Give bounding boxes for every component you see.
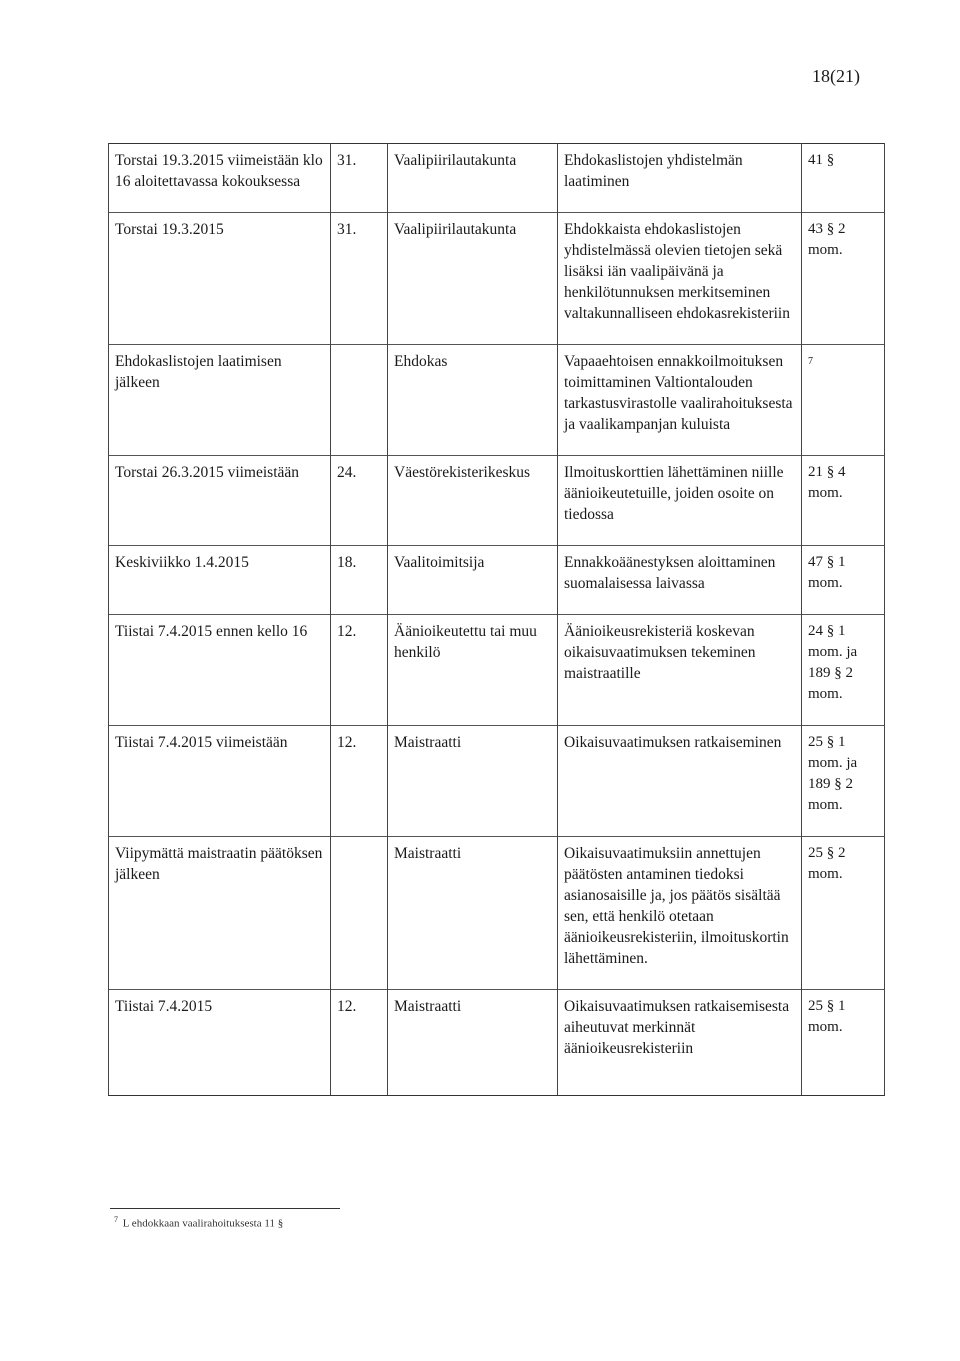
days-before-cell: 12. bbox=[331, 615, 388, 726]
responsible-cell: Vaalipiirilautakunta bbox=[388, 213, 558, 345]
table-row bbox=[109, 726, 885, 837]
footnote-divider bbox=[110, 1208, 340, 1209]
deadline-cell: Tiistai 7.4.2015 ennen kello 16 bbox=[109, 615, 331, 726]
table-row bbox=[109, 990, 885, 1096]
deadline-cell: Torstai 26.3.2015 viimeistään bbox=[109, 456, 331, 546]
deadline-cell: Viipymättä maistraatin päätöksen jälkeen bbox=[109, 837, 331, 990]
deadline-cell: Keskiviikko 1.4.2015 bbox=[109, 546, 331, 615]
law-reference-cell: 21 § 4 mom. bbox=[802, 456, 885, 546]
responsible-cell: Ehdokas bbox=[388, 345, 558, 456]
responsible-cell: Äänioikeutettu tai muu henkilö bbox=[388, 615, 558, 726]
responsible-cell: Maistraatti bbox=[388, 990, 558, 1096]
task-cell: Ehdokaslistojen yhdistelmän laatiminen bbox=[558, 144, 802, 213]
task-cell: Vapaaehtoisen ennakkoilmoituksen toimittaminen Valtiontalouden tarkastusvirastolle vaalirahoituksesta ja vaalikampanjan kuluista bbox=[558, 345, 802, 456]
table-row bbox=[109, 546, 885, 615]
footnote bbox=[114, 1215, 283, 1230]
deadline-cell: Torstai 19.3.2015 bbox=[109, 213, 331, 345]
days-before-cell bbox=[331, 837, 388, 990]
table-row bbox=[109, 615, 885, 726]
law-reference-cell: 24 § 1 mom. ja 189 § 2 mom. bbox=[802, 615, 885, 726]
task-cell: Ilmoituskorttien lähettäminen niille äänioikeutetuille, joiden osoite on tiedossa bbox=[558, 456, 802, 546]
days-before-cell: 31. bbox=[331, 213, 388, 345]
table-row bbox=[109, 345, 885, 456]
deadline-cell: Torstai 19.3.2015 viimeistään klo 16 aloitettavassa kokouksessa bbox=[109, 144, 331, 213]
law-reference-cell: 43 § 2 mom. bbox=[802, 213, 885, 345]
footnote-marker: 7 bbox=[114, 1215, 118, 1224]
law-reference-cell: 25 § 2 mom. bbox=[802, 837, 885, 990]
responsible-cell: Vaalitoimitsija bbox=[388, 546, 558, 615]
law-reference-cell: 47 § 1 mom. bbox=[802, 546, 885, 615]
footnote-text: L ehdokkaan vaalirahoituksesta 11 § bbox=[122, 1217, 284, 1230]
deadline-cell: Tiistai 7.4.2015 viimeistään bbox=[109, 726, 331, 837]
law-reference-cell: 41 § bbox=[802, 144, 885, 213]
days-before-cell: 18. bbox=[331, 546, 388, 615]
days-before-cell: 12. bbox=[331, 726, 388, 837]
table-row bbox=[109, 456, 885, 546]
footnote-marker: 7 bbox=[802, 345, 885, 456]
deadline-cell: Ehdokaslistojen laatimisen jälkeen bbox=[109, 345, 331, 456]
days-before-cell: 31. bbox=[331, 144, 388, 213]
responsible-cell: Väestörekisterikeskus bbox=[388, 456, 558, 546]
days-before-cell: 12. bbox=[331, 990, 388, 1096]
table-row bbox=[109, 144, 885, 213]
table-row bbox=[109, 837, 885, 990]
law-reference-cell: 25 § 1 mom. ja 189 § 2 mom. bbox=[802, 726, 885, 837]
election-schedule-table bbox=[108, 143, 885, 1096]
table-row bbox=[109, 213, 885, 345]
responsible-cell: Maistraatti bbox=[388, 726, 558, 837]
days-before-cell: 24. bbox=[331, 456, 388, 546]
task-cell: Äänioikeusrekisteriä koskevan oikaisuvaatimuksen tekeminen maistraatille bbox=[558, 615, 802, 726]
task-cell: Ehdokkaista ehdokaslistojen yhdistelmässä olevien tietojen sekä lisäksi iän vaalipäivänä ja henkilötunnuksen merkitseminen valtakunnalliseen ehdokasrekisteriin bbox=[558, 213, 802, 345]
responsible-cell: Maistraatti bbox=[388, 837, 558, 990]
task-cell: Oikaisuvaatimuksiin annettujen päätösten antaminen tiedoksi asianosaisille ja, jos päätös sisältää sen, että henkilö otetaan äänioikeusrekisteriin, ilmoituskortin lähettäminen. bbox=[558, 837, 802, 990]
deadline-cell: Tiistai 7.4.2015 bbox=[109, 990, 331, 1096]
task-cell: Ennakkoäänestyksen aloittaminen suomalaisessa laivassa bbox=[558, 546, 802, 615]
law-reference-cell: 25 § 1 mom. bbox=[802, 990, 885, 1096]
task-cell: Oikaisuvaatimuksen ratkaisemisesta aiheutuvat merkinnät äänioikeusrekisteriin bbox=[558, 990, 802, 1096]
days-before-cell bbox=[331, 345, 388, 456]
task-cell: Oikaisuvaatimuksen ratkaiseminen bbox=[558, 726, 802, 837]
responsible-cell: Vaalipiirilautakunta bbox=[388, 144, 558, 213]
page-number: 18(21) bbox=[812, 66, 860, 86]
